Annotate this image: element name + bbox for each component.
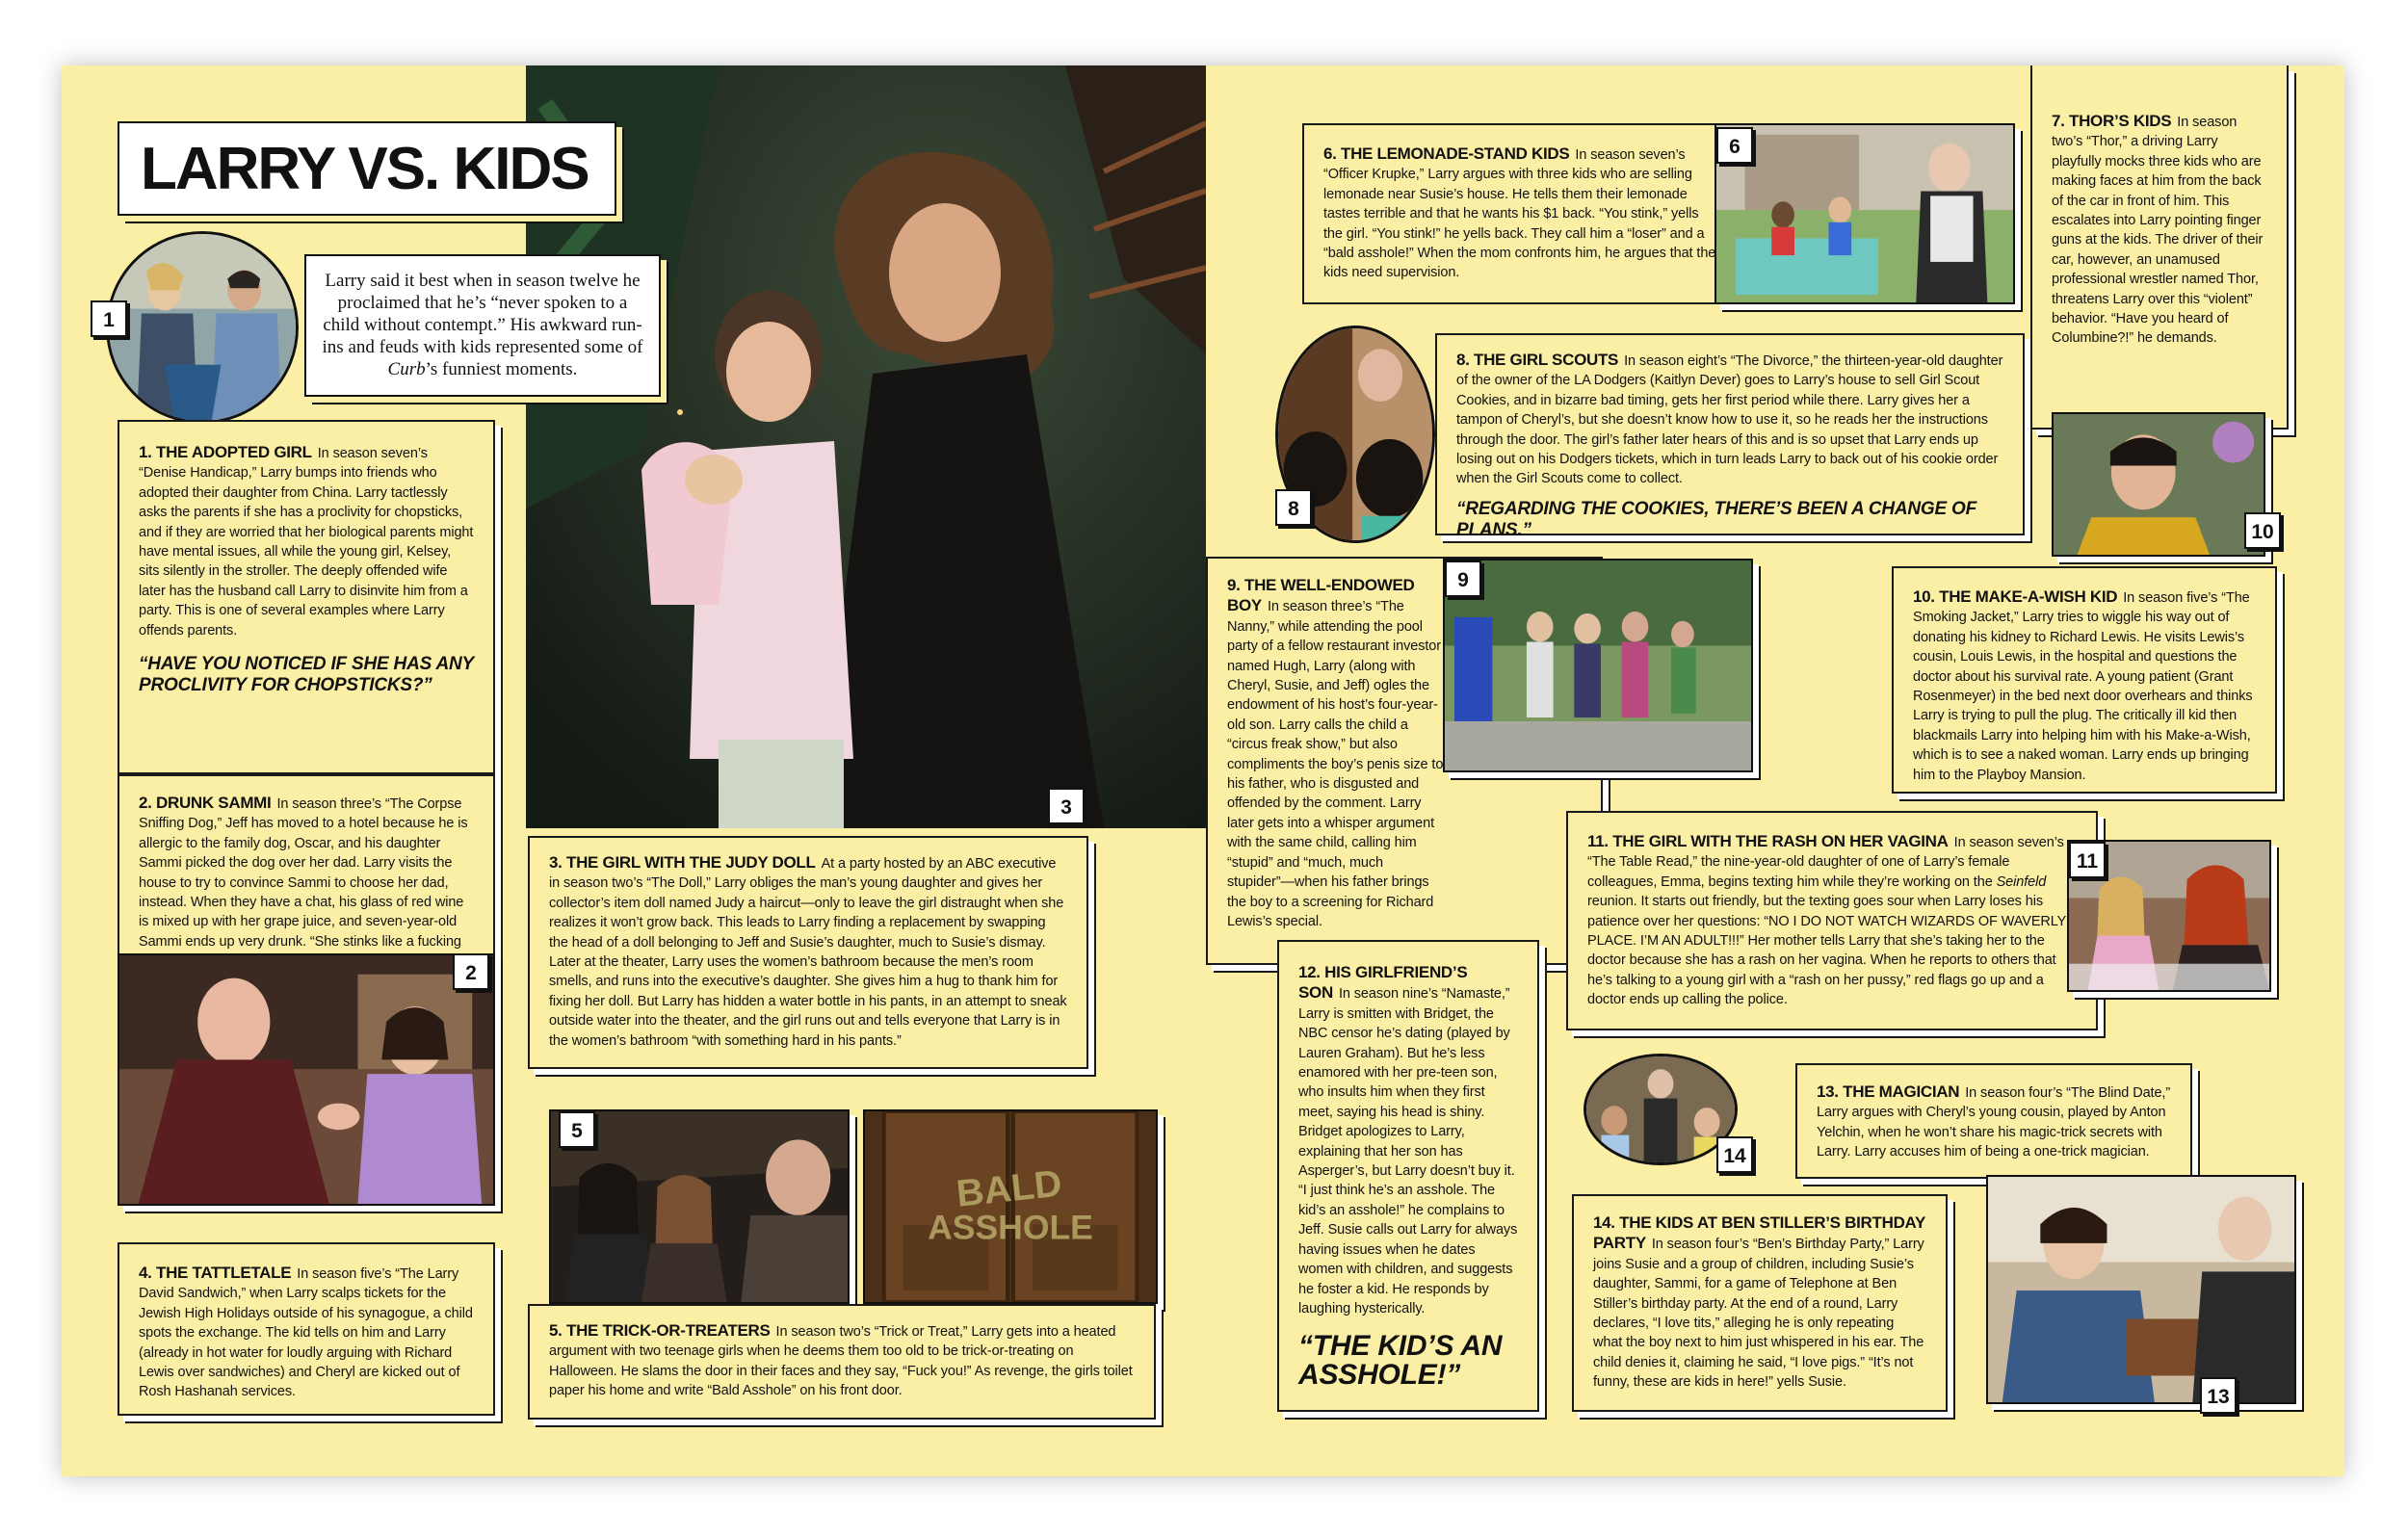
- entry-10-box: [1892, 566, 2277, 794]
- entry-body: In season five’s “The Smoking Jacket,” Larry tries to wiggle his way out of donating his kidney to Richard Lewis. He visits Lewis’s cousin, Louis Lewis, in the hospital and questions the doctor about his survival rate. A young patient (Grant Rosenmeyer) in the bed next door overhears and thinks Larry is trying to pull the plug. The critically ill kid then blackmails Larry into helping him with his Make-a-Wish, which is to see a naked woman. Larry ends up bringing him to the Playboy Mansion.: [1913, 590, 2253, 783]
- entry-body: In season two’s “Thor,” a driving Larry playfully mocks three kids who are making faces at him from the back of the car in front of him. This escalates into Larry pointing finger guns at the kids. The driver of their car, however, an unamused professional wrestler named Thor, threatens Larry over this “violent” behavior. “Have you heard of Columbine?!” he demands.: [2052, 115, 2264, 347]
- entry-heading: 13. THE MAGICIAN: [1817, 1082, 1960, 1101]
- entry-heading: 1. THE ADOPTED GIRL: [139, 443, 312, 461]
- photo-lemonade-stand: [1714, 123, 2015, 304]
- entry-heading: 2. DRUNK SAMMI: [139, 794, 272, 812]
- entry-heading: 5. THE TRICK-OR-TREATERS: [549, 1321, 771, 1340]
- entry-heading: 7. THOR’S KIDS: [2052, 112, 2172, 130]
- intro-box: [304, 254, 661, 397]
- entry-4-box: [118, 1242, 495, 1416]
- photo-magician: [1986, 1175, 2296, 1404]
- entry-7-box: [2030, 65, 2289, 430]
- photo-judy-doll: [526, 65, 1206, 828]
- entry-heading: 11. THE GIRL WITH THE RASH ON HER VAGINA: [1587, 832, 1949, 850]
- entry-number-10: 10: [2244, 512, 2281, 549]
- entry-body: In season two’s “Trick or Treat,” Larry gets into a heated argument with two teenage girls when he deems them too old to be trick-or-treating on Halloween. He slams the door in their faces and they say, “Fuck you!” As revenge, the girls toilet paper his home and write “Bald Asshole” on his front door.: [549, 1324, 1133, 1399]
- photo-adopted-girl: [106, 231, 299, 424]
- entry-heading: 3. THE GIRL WITH THE JUDY DOLL: [549, 853, 816, 872]
- photo-birthday-party: [1584, 1054, 1738, 1165]
- photo-drunk-sammi: [118, 953, 495, 1206]
- entry-3-box: [528, 836, 1088, 1069]
- entry-11-box: [1566, 811, 2098, 1030]
- entry-body: In season five’s “The Larry David Sandwich,” when Larry scalps tickets for the Jewish High Holidays outside of his synagogue, a child spots the exchange. The kid tells on him and Larry (already in hot water for loudly arguing with Richard Lewis over sandwiches) and Cheryl are kicked out of Rosh Hashanah services.: [139, 1266, 473, 1400]
- entry-number-3: 3: [1048, 788, 1085, 824]
- entry-number-13: 13: [2200, 1377, 2237, 1414]
- entry-14-box: [1572, 1194, 1948, 1412]
- entry-heading: 4. THE TATTLETALE: [139, 1264, 292, 1282]
- entry-6-box: [1302, 123, 1738, 304]
- entry-body: In season seven’s “Denise Handicap,” Larry bumps into friends who adopted their daughter from China. Larry tactlessly asks the parents if she has a proclivity for chopsticks, and if they are worried that her biological parents might have mental issues, all while the young girl, Kelsey, sits silently in the stroller. The deeply offended wife later has the husband call Larry to disinvite him from a party. This is one of several examples where Larry offends parents.: [139, 446, 474, 639]
- intro-text-end: ’s funniest moments.: [425, 359, 578, 379]
- entry-number-14: 14: [1716, 1136, 1753, 1173]
- graffiti-text: BALD: [954, 1161, 1064, 1215]
- entry-quote: “THE KID’S AN ASSHOLE!”: [1298, 1330, 1503, 1392]
- entry-number-9: 9: [1445, 560, 1481, 597]
- entry-body-end: reunion. It starts out friendly, but the texting goes sour when Larry loses his patience over her questions: “NO I DO NOT WATCH WIZARDS OF WAVERLY PLACE. I’M AN ADULT!!!” Her mother tells Larry that she’s taking her to the doctor because she has a rash on her vagina. When he reports to others that he’s talking to a young girl with a “rash on her pussy,” red flags go up and a doctor ends up calling the police.: [1587, 894, 2066, 1008]
- entry-8-box: [1435, 333, 2025, 540]
- entry-quote: “HAVE YOU NOTICED IF SHE HAS ANY PROCLIVITY FOR CHOPSTICKS?”: [139, 654, 474, 696]
- entry-number-2: 2: [453, 953, 489, 990]
- entry-number-6: 6: [1716, 127, 1753, 164]
- entry-5-box: [528, 1304, 1156, 1420]
- entry-number-11: 11: [2069, 842, 2106, 878]
- entry-heading: 10. THE MAKE-A-WISH KID: [1913, 587, 2118, 606]
- entry-body: In season three’s “The Nanny,” while attending the pool party of a fellow restaurant investor named Hugh, Larry (along with Cheryl, Susie, and Jeff) ogles the endowment of his host’s four-year-old son. Larry calls the child a “circus freak show,” but also compliments the boy’s penis size to his father, who is disgusted and offended by the comment. Larry later gets into a whisper argument with the same child, calling him “stupid” and “much, much stupider”—when his father brings the boy to a screening for Richard Lewis’s special.: [1227, 599, 1444, 929]
- entry-quote: “REGARDING THE COOKIES, THERE’S BEEN A CHANGE OF PLANS.”: [1456, 498, 1977, 540]
- entry-body: In season seven’s “The Table Read,” the nine-year-old daughter of one of Larry’s female colleagues, Emma, begins texting him while they’re working on the: [1587, 835, 2064, 890]
- entry-1-box: [118, 420, 495, 774]
- entry-body: In season four’s “Ben’s Birthday Party,” Larry joins Susie and a group of children, including Susie’s daughter, Sammi, for a game of Telephone at Ben Stiller’s birthday party. At the end of a round, Larry declares, “I love tits,” alleging he is only repeating what the boy next to him just whispered in his ear. The child denies it, claiming he said, “I love pigs.” “It’s not funny, these are kids in here!” yells Susie.: [1593, 1237, 1924, 1391]
- entry-number-1: 1: [91, 300, 127, 337]
- entry-heading: 8. THE GIRL SCOUTS: [1456, 351, 1619, 369]
- intro-text-show-title: Curb: [387, 359, 426, 379]
- entry-12-box: [1277, 940, 1539, 1412]
- entry-body: At a party hosted by an ABC executive in season two’s “The Doll,” Larry obliges the man’s young daughter and gives her collector’s item doll named Judy a haircut—only to leave the girl distraught when she realizes it won’t grow back. This leads to Larry finding a replacement by swapping the head of a doll belonging to Jeff and Susie’s daughter, much to Susie’s dismay. Later at the theater, Larry uses the women’s bathroom because the men’s room smells, and runs into the executive’s daughter. She gives him a hug to thank him for fixing her doll. But Larry has hidden a water bottle in his pants, in an attempt to sneak outside water into the theater, and the girl runs out and tells everyone that Larry is in the women’s bathroom “with something hard in his pants.”: [549, 856, 1067, 1049]
- magazine-spread: [62, 65, 2344, 1476]
- entry-heading: 6. THE LEMONADE-STAND KIDS: [1323, 144, 1570, 163]
- entry-body: In season seven’s “Officer Krupke,” Larry argues with three kids who are selling lemonade near Susie’s house. He tells them their lemonade tastes terrible and that he wants his $1 back. “You stink,” yells the girl. “You stink!” he yells back. They call him a “loser” and a “bald asshole!” When the mom confronts him, he argues that the kids need supervision.: [1323, 147, 1716, 281]
- entry-heading: 14. THE KIDS AT BEN STILLER’S BIRTHDAY PARTY: [1593, 1213, 1925, 1253]
- photo-well-endowed-boy: [1443, 559, 1753, 772]
- entry-body-show-title: Seinfeld: [1996, 873, 2047, 890]
- entry-body: In season three’s “The Corpse Sniffing Dog,” Jeff has moved to a hotel because he is allergic to the family dog, Oscar, and his daughter Sammi picked the dog over her dad. Larry visits the house to try to convince Sammi to choose her dad, instead. When they have a chat, his glass of red wine is mixed up with her grape juice, and seven-year-old Sammi ends up very drunk. “She stinks like a fucking: [139, 796, 468, 950]
- entry-body: In season four’s “The Blind Date,” Larry argues with Cheryl’s young cousin, played by Anton Yelchin, when he won’t share his magic-trick secrets with Larry. Larry accuses him of being a one-trick magician.: [1817, 1085, 2171, 1160]
- page-title-box: [118, 121, 616, 216]
- entry-heading: 9. THE WELL-ENDOWED BOY: [1227, 576, 1415, 615]
- photo-bald-asshole-door: [863, 1109, 1158, 1304]
- entry-13-box: [1795, 1063, 2192, 1179]
- page-title: LARRY VS. KIDS: [141, 136, 589, 202]
- entry-number-8: 8: [1275, 489, 1312, 526]
- entry-heading: 12. HIS GIRLFRIEND’S SON: [1298, 963, 1468, 1003]
- entry-number-5: 5: [559, 1111, 595, 1148]
- graffiti-text-2: ASSHOLE: [928, 1208, 1093, 1247]
- entry-body: In season nine’s “Namaste,” Larry is smitten with Bridget, the NBC censor he’s dating (played by Lauren Graham). But he’s less enamored with her pre-teen son, who insults him when they first meet, saying his head is shiny. Bridget apologizes to Larry, explaining that her son has Asperger’s, but Larry doesn’t buy it. “I just think he’s an asshole. The kid’s an asshole!” he complains to Jeff. Susie calls out Larry for always having issues when he dates women with children, and suggests he foster a kid. He responds by laughing hysterically.: [1298, 986, 1518, 1316]
- photo-make-a-wish-kid: [2052, 412, 2265, 557]
- intro-text: Larry said it best when in season twelve he proclaimed that he’s “never spoken to a child without contempt.” His awkward run-ins and feuds with kids represented some of: [322, 271, 643, 357]
- entry-body: In season eight’s “The Divorce,” the thirteen-year-old daughter of the owner of the LA Dodgers (Kaitlyn Dever) goes to Larry’s house to sell Girl Scout Cookies, and in bizarre bad timing, gets her first period while there. Larry gives her a tampon of Cheryl’s, but she doesn’t know how to use it, so he reads her the instructions through the door. The girl’s father later hears of this and is so upset that Larry ends up losing out on his Dodgers tickets, which in turn leads Larry to back out of his cookie order when the Girl Scouts come to collect.: [1456, 353, 2003, 487]
